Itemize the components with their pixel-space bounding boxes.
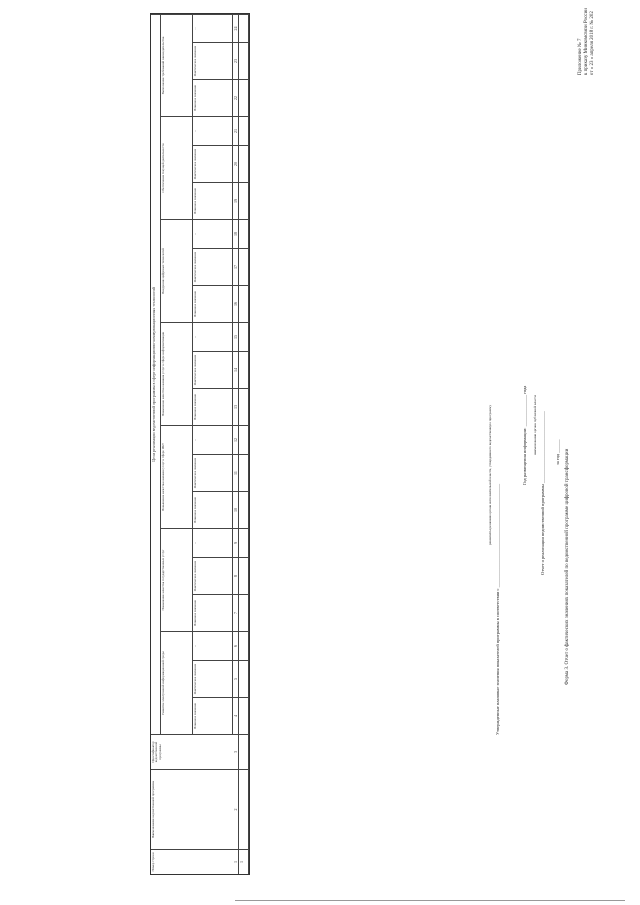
value-cell [239,594,249,631]
header-goals: Цели реализации ведомственной программы в сфере информационно-коммуникационных технологий [151,14,161,734]
column-number: 3 [233,734,239,769]
column-number: 10 [233,491,239,528]
value-cell [239,248,249,285]
sub-header-cell: Фактическое значение [193,660,233,697]
sub-header-cell: Плановое значение [193,697,233,734]
column-number: 18 [233,219,239,248]
sub-header-cell: ... [193,219,233,248]
column-number: 2 [233,769,239,849]
sub-header-cell: Фактическое значение [193,42,233,79]
column-number: 20 [233,145,239,182]
row-number: 1 [239,849,249,874]
sub-header-cell: Плановое значение [193,388,233,425]
column-number: 9 [233,528,239,557]
value-cell [239,631,249,660]
sub-header-cell: Плановое значение [193,182,233,219]
bottom-rule [235,900,625,901]
column-number: 1 [233,849,239,874]
sub-header-cell: Фактическое значение [193,248,233,285]
value-cell [239,660,249,697]
appendix-header [578,8,596,75]
header-program-name: Наименование ведомственной программы [151,769,239,849]
value-cell [239,42,249,79]
sub-header-cell: ... [193,528,233,557]
form-responsible-note: наименование органа публичной власти [533,395,537,455]
appendix-line-3: от « 23 » апреля 2018 г. № 202 [590,11,595,76]
value-cell [239,219,249,248]
column-number: 7 [233,594,239,631]
column-number: 11 [233,454,239,491]
column-number: 8 [233,557,239,594]
value-cell [239,454,249,491]
value-cell [239,145,249,182]
sub-header-cell: Фактическое значение [193,351,233,388]
column-number: 19 [233,182,239,219]
column-number: 23 [233,42,239,79]
row-program-id-cell [239,734,249,769]
goal-group-2: Повышение качества государственных услуг [161,528,193,631]
row-program-name-cell [239,769,249,849]
column-number: 16 [233,285,239,322]
column-number: 22 [233,79,239,116]
sub-header-cell: ... [193,425,233,454]
form-approved-note: реквизиты решения органа исполнительной власти, утвердившего ведомственную программу [488,404,492,545]
sub-header-cell: Плановое значение [193,79,233,116]
form-period: за год ______ [555,439,560,465]
sub-header-cell: Плановое значение [193,491,233,528]
value-cell [239,79,249,116]
goal-group-6: Обеспечение текущей деятельности [161,116,193,219]
report-table [150,13,250,875]
goal-group-7: Выполнение требований законодательства [161,14,193,116]
value-cell [239,14,249,42]
value-cell [239,182,249,219]
sub-header-cell: ... [193,116,233,145]
sub-header-cell: Фактическое значение [193,454,233,491]
sub-header-cell: ... [193,631,233,660]
sub-header-cell: ... [193,322,233,351]
column-number: 14 [233,351,239,388]
column-number: 24 [233,14,239,42]
value-cell [239,425,249,454]
sub-header-cell: Плановое значение [193,594,233,631]
goal-group-3: Повышение качества оказания услуг в сфере ИКТ [161,425,193,528]
column-number: 13 [233,388,239,425]
column-number: 5 [233,660,239,697]
sub-header-cell: Фактическое значение [193,145,233,182]
value-cell [239,491,249,528]
appendix-line-2: к приказу Минкомсвязи России [584,8,589,76]
appendix-line-1: Приложение № 7 [578,38,583,76]
value-cell [239,528,249,557]
value-cell [239,285,249,322]
column-number: 17 [233,248,239,285]
form-responsible: Отчет о реализации ведомственной программы ________________________________ [540,411,545,575]
value-cell [239,116,249,145]
column-number: 15 [233,322,239,351]
value-cell [239,388,249,425]
goal-group-5: Внедрение цифровых технологий [161,219,193,322]
column-number: 21 [233,116,239,145]
sub-header-cell: ... [193,14,233,42]
column-number: 12 [233,425,239,454]
sub-header-cell: Плановое значение [193,285,233,322]
sub-header-cell: Фактическое значение [193,557,233,594]
column-number: 4 [233,697,239,734]
goal-group-4: Повышение качества оказания услуг в сфере информатизации [161,322,193,425]
value-cell [239,351,249,388]
value-cell [239,322,249,351]
form-title: Форма 3. Отчет о фактических значениях показателей по ведомственной программе цифровой трансформации [565,448,570,685]
goal-group-1: Развитие электронной информационной среды [161,631,193,734]
form-date-line: Год размещения информации: ______________ года [522,385,527,485]
value-cell [239,697,249,734]
column-number: 6 [233,631,239,660]
header-row-number: Номер строки [151,849,239,874]
value-cell [239,557,249,594]
form-approved: Утвержденные плановые значения показателей программы в соответствии с ______________________________________________ [495,483,500,735]
header-program-id: Идентификатор ведомственной программы [151,734,239,769]
